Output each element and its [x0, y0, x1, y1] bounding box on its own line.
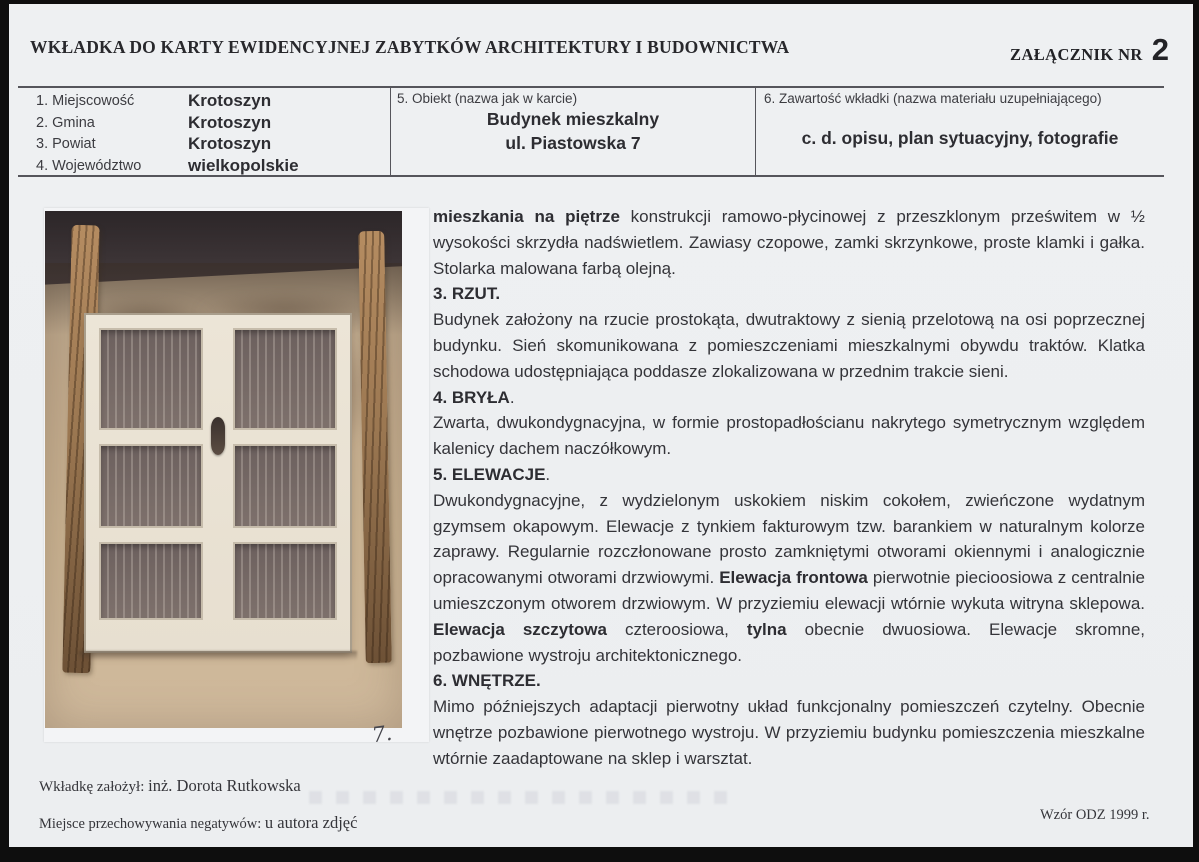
description-heading-rzut: 3. RZUT.: [433, 284, 501, 304]
photo-sill-shadow: [79, 651, 357, 660]
header-table: [18, 86, 1164, 177]
photo-window-frame: [86, 315, 350, 651]
annex-label: ZAŁĄCZNIK NR: [1010, 45, 1143, 64]
contents-value: c. d. opisu, plan sytuacyjny, fotografie: [801, 128, 1119, 148]
author-value: inż. Dorota Rutkowska: [148, 776, 301, 795]
photo-window-pane: [233, 444, 337, 528]
field-label: 3. Powiat: [36, 136, 96, 152]
document-paper: [9, 4, 1193, 847]
description-paragraph: Zwarta, dwukondygnacyjna, w formie prostopadłościanu nakrytego symetrycznym względem kalenicy dachem naczółkowym.: [433, 413, 1145, 459]
field-value: Krotoszyn: [188, 112, 272, 132]
photo-window-pane: [233, 542, 337, 620]
description-paragraph: Mimo późniejszych adaptacji pierwotny układ funkcjonalny pomieszczeń czytelny. Obecnie wnętrze pozbawione pierwotnego wystroju. W przyziemiu budynku pomieszczenia mieszkalne wtórnie zaadaptowane na sklep i warsztat.: [433, 697, 1145, 768]
photo-window-pane: [233, 328, 337, 430]
field-row-wojewodztwo: [36, 155, 390, 180]
negatives-label: Miejsce przechowywania negatywów:: [39, 816, 262, 832]
object-cell: [390, 88, 755, 175]
description-paragraph: mieszkania na piętrze konstrukcji ramowo-płycinowej z przeszklonym prześwitem w ½ wysokości skrzydła nadświetlem. Zawiasy czopowe, zamki skrzynkowe, proste klamki i gałka. Stolarka malowana farbą olejną.: [433, 207, 1145, 278]
field-row-miejscowosc: [36, 93, 390, 115]
field-value: wielkopolskie: [188, 155, 299, 175]
description-heading-elewacje: 5. ELEWACJE.: [433, 464, 551, 484]
object-label: 5. Obiekt (nazwa jak w karcie): [397, 91, 578, 106]
description-paragraph: Dwukondygnacyjne, z wydzielonym uskokiem niskim cokołem, zwieńczone wydatnym gzymsem okapowym. Elewacje z tynkiem fakturowym tzw. barankiem w naturalnym kolorze zaprawy. Regularnie rozczłonowane prosto zamkniętymi otworami okiennymi i analogicznie opracowanymi otworami drzwiowymi. Elewacja frontowa pierwotnie piecioosiowa z centralnie umieszczonym otworem drzwiowym. W przyziemiu elewacji wtórnie wykuta witryna sklepowa. Elewacja szczytowa czteroosiowa, tylna obecnie dwuosiowa. Elewacje skromne, pozbawione wystroju architektonicznego.: [433, 490, 1145, 665]
field-row-powiat: [36, 136, 390, 158]
object-name-line2: ul. Piastowska 7: [505, 133, 641, 153]
building-window-photo: [45, 211, 402, 728]
footer-author-line: [39, 776, 301, 796]
photo-number-annotation: 7.: [370, 720, 394, 748]
field-label: 1. Miejscowość: [36, 93, 135, 109]
annex-number: 2: [1151, 32, 1169, 67]
contents-cell: [755, 88, 1164, 175]
description-heading-bryla: 4. BRYŁA.: [433, 387, 515, 407]
contents-label: 6. Zawartość wkładki (nazwa materiału uzupełniającego): [764, 91, 1102, 106]
author-label: Wkładkę założył:: [39, 779, 145, 795]
page-title: WKŁADKA DO KARTY EWIDENCYJNEJ ZABYTKÓW ARCHITEKTURY I BUDOWNICTWA: [30, 37, 790, 57]
description-column: [433, 204, 1145, 772]
form-note: Wzór ODZ 1999 r.: [1040, 807, 1150, 823]
field-row-gmina: [36, 112, 390, 137]
description-paragraph: Budynek założony na rzucie prostokąta, dwutraktowy z sienią przelotową na osi poprzecznej budynku. Sień skomunikowana z pomieszczeniami mieszkalnymi obywdu traktów. Klatka schodowa udostępniająca poddasze zlokalizowana w przednim trakcie sieni.: [433, 310, 1145, 381]
field-label: 2. Gmina: [36, 114, 95, 131]
photo-window-pane: [99, 542, 203, 620]
footer-negatives-line: [39, 813, 357, 833]
location-column: [18, 88, 390, 175]
negatives-value: u autora zdjęć: [264, 813, 358, 832]
photo-vent-hole: [211, 417, 225, 455]
object-name-line1: Budynek mieszkalny: [486, 109, 660, 129]
photo-window-pane: [99, 444, 203, 528]
annex-block: [984, 34, 1169, 65]
photo-print: [44, 208, 429, 742]
field-value: Krotoszyn: [188, 134, 272, 153]
field-value: Krotoszyn: [188, 91, 272, 110]
photo-window-pane: [99, 328, 203, 430]
field-label: 4. Województwo: [36, 157, 142, 174]
description-heading-wnetrze: 6. WNĘTRZE.: [433, 671, 541, 691]
scan-bleed-through: [309, 791, 739, 804]
